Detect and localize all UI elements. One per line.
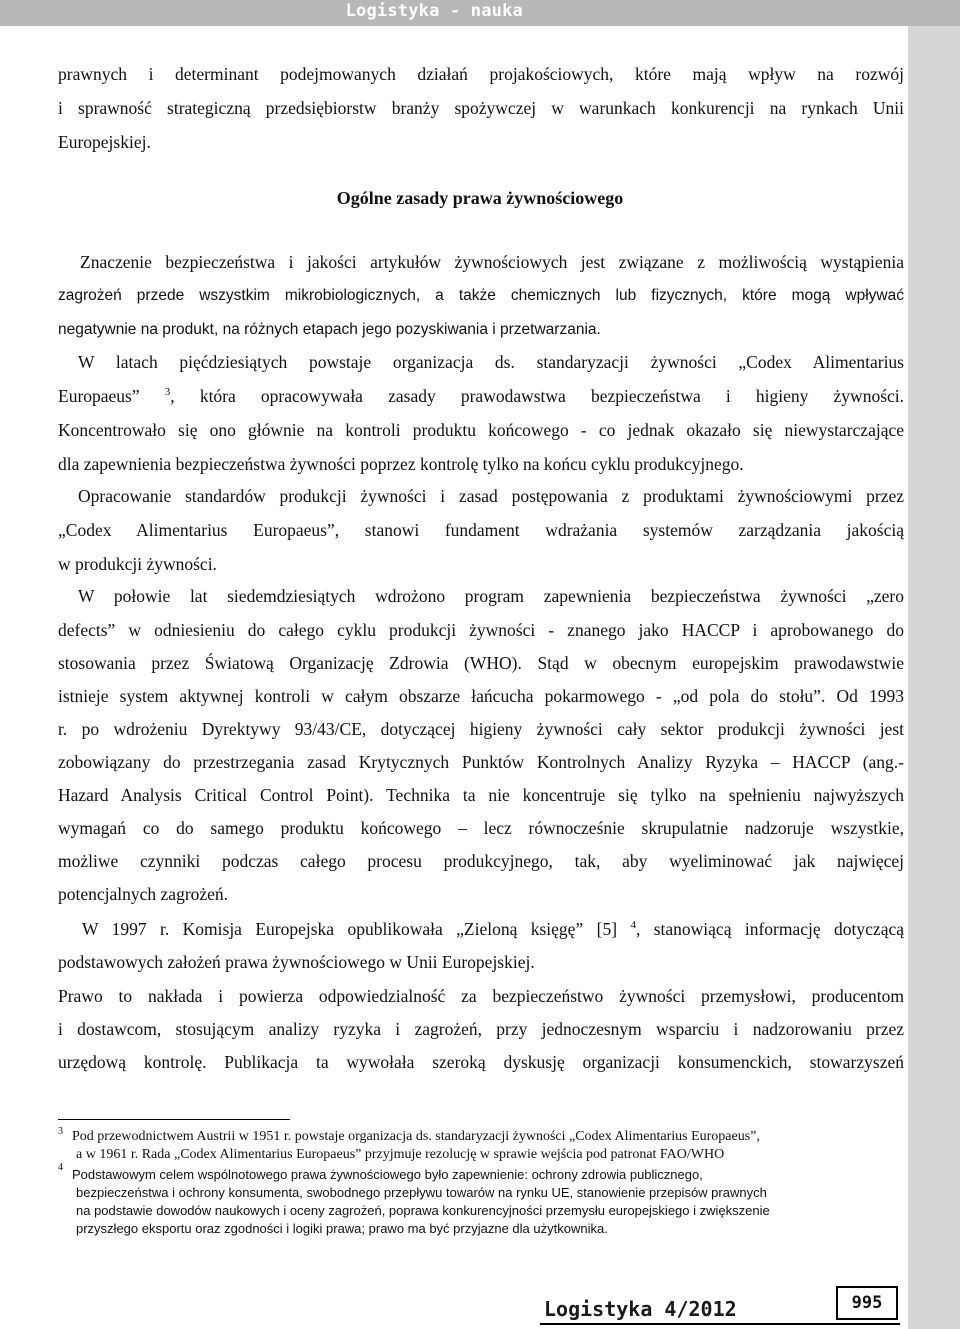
footnote-line: bezpieczeństwa i ochrony konsumenta, swobodnego przepływu towarów na rynku UE, stanowienie przepisów prawnych — [76, 1185, 767, 1200]
paragraph-line: i dostawcom, stosującym analizy ryzyka i zagrożeń, przy jednoczesnym wsparciu i nadzorowaniu przez — [58, 1019, 904, 1039]
paragraph-line: Hazard Analysis Critical Control Point). Technika ta nie koncentruje się tylko na spełnieniu najwyższych — [58, 785, 904, 805]
paragraph-line: stosowania przez Światową Organizację Zdrowia (WHO). Stąd w obecnym europejskim prawodawstwie — [58, 653, 904, 673]
footnote-mark: 3 — [58, 1126, 63, 1137]
paragraph-line: W połowie lat siedemdziesiątych wdrożono program zapewnienia bezpieczeństwa żywności „zero — [78, 586, 904, 606]
paragraph-line: Znaczenie bezpieczeństwa i jakości artykułów żywnościowych jest związane z możliwością wystąpienia — [80, 252, 904, 272]
paragraph-line: urzędową kontrolę. Publikacja ta wywołała szeroką dyskusję organizacji konsumenckich, stowarzyszeń — [58, 1052, 904, 1072]
paragraph-line: W 1997 r. Komisja Europejska opublikowała „Zieloną księgę” [5] $^4$, stanowiącą informację dotyczącą — [82, 919, 904, 939]
intro-line: Europejskiej. — [58, 132, 151, 152]
paragraph-line: dla zapewnienia bezpieczeństwa żywności poprzez kontrolę tylko na końcu cyklu produkcyjnego. — [58, 454, 744, 474]
footnote-ref: 4 — [630, 919, 636, 932]
paragraph-line: Opracowanie standardów produkcji żywności i zasad postępowania z produktami żywnościowymi przez — [78, 486, 904, 506]
paragraph-line: „Codex Alimentarius Europaeus”, stanowi fundament wdrażania systemów zarządzania jakością — [58, 520, 904, 540]
paragraph-line: w produkcji żywności. — [58, 554, 217, 574]
intro-line: prawnych i determinant podejmowanych działań projakościowych, które mają wpływ na rozwój — [58, 64, 904, 84]
paragraph-line: możliwe czynniki podczas całego procesu produkcyjnego, tak, aby wyeliminować jak najwięcej — [58, 851, 904, 871]
footer-rule — [540, 1323, 900, 1325]
paragraph-line: defects” w odniesieniu do całego cyklu produkcji żywności - znanego jako HACCP i aprobowanego do — [58, 620, 904, 640]
footnote-mark: 4 — [58, 1162, 63, 1173]
paragraph-line: Koncentrowało się ono głównie na kontroli produktu końcowego - co jednak okazało się niewystarczające — [58, 420, 904, 440]
paragraph-line: negatywnie na produkt, na różnych etapach jego pozyskiwania i przetwarzania. — [58, 321, 601, 338]
footnote-line: a w 1961 r. Rada „Codex Alimentarius Europaeus” przyjmuje rezolucję w sprawie wejścia pod patronat FAO/WHO — [76, 1147, 725, 1162]
footnote-line: Podstawowym celem wspólnotowego prawa żywnościowego było zapewnienie: ochrony zdrowia publicznego, — [72, 1167, 703, 1182]
page-number-box — [836, 1286, 898, 1320]
paragraph-line: W latach pięćdziesiątych powstaje organizacja ds. standaryzacji żywności „Codex Alimentarius — [78, 352, 904, 372]
paragraph-line: podstawowych założeń prawa żywnościowego w Unii Europejskiej. — [58, 952, 535, 972]
footnote-line: przyszłego eksportu oraz zgodności i logiki prawa; prawo ma być przyjazne dla użytkownika. — [76, 1221, 608, 1236]
footnote-line: Pod przewodnictwem Austrii w 1951 r. powstaje organizacja ds. standaryzacji żywności „Codex Alimentarius Europaeus”, — [72, 1129, 760, 1144]
paragraph-line: Europaeus” $^3$, która opracowywała zasady prawodawstwa bezpieczeństwa i higieny żywności. — [58, 386, 904, 406]
paragraph-line: zagrożeń przede wszystkim mikrobiologicznych, a także chemicznych lub fizycznych, które mogą wpływać — [58, 287, 904, 304]
footnote-line: na podstawie dowodów naukowych i oceny zagrożeń, poprawa konkurencyjności przemysłu europejskiego i zwiększenie — [76, 1203, 770, 1218]
footnote-ref: 3 — [164, 386, 171, 399]
paragraph-line: potencjalnych zagrożeń. — [58, 884, 229, 904]
footer-journal-name: Logistyka 4/2012 — [544, 1297, 737, 1321]
journal-title: Logistyka - nauka — [345, 1, 523, 21]
page-number: 995 — [851, 1293, 883, 1313]
footnote-separator — [58, 1119, 290, 1120]
paragraph-line: r. po wdrożeniu Dyrektywy 93/43/CE, dotyczącej higieny żywności cały sektor produkcji żywności jest — [58, 719, 904, 739]
header-bar — [0, 0, 960, 26]
paragraph-line: zobowiązany do przestrzegania zasad Krytycznych Punktów Kontrolnych Analizy Ryzyka – HACCP (ang.- — [58, 752, 904, 772]
intro-line: i sprawność strategiczną przedsiębiorstw branży spożywczej w warunkach konkurencji na rynkach Unii — [58, 98, 904, 118]
paragraph-line: Prawo to nakłada i powierza odpowiedzialność za bezpieczeństwo żywności przemysłowi, producentom — [58, 986, 904, 1006]
section-heading: Ogólne zasady prawa żywnościowego — [336, 188, 624, 208]
side-bar — [908, 26, 960, 1329]
paragraph-line: wymagań co do samego produktu końcowego – lecz równocześnie skrupulatnie nadzoruje wszystkie, — [58, 818, 904, 838]
paragraph-line: istnieje system aktywnej kontroli w całym obszarze łańcucha pokarmowego - „od pola do stołu”. Od 1993 — [58, 686, 904, 706]
